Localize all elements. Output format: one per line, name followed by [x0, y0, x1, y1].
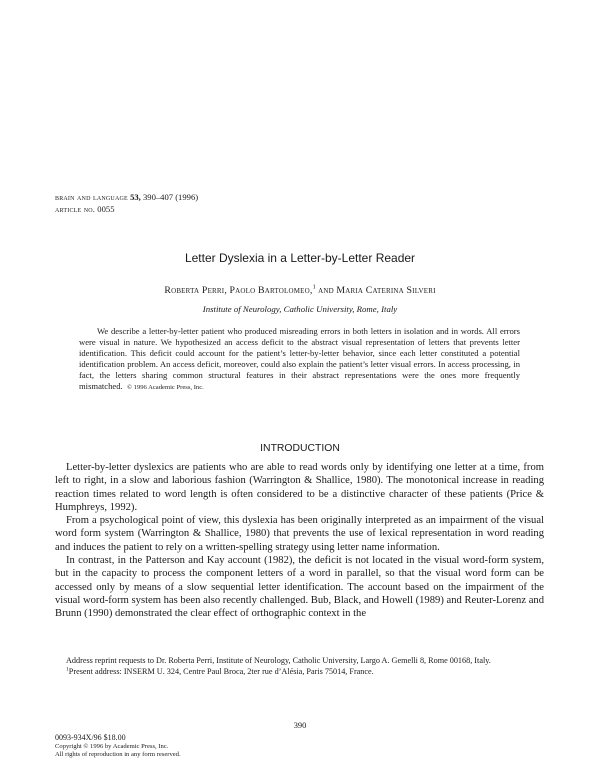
author-2: Paolo Bartolomeo,	[229, 285, 313, 296]
abstract-copyright: © 1996 Academic Press, Inc.	[126, 384, 204, 392]
footnote-address: Address reprint requests to Dr. Roberta Perri, Institute of Neurology, Catholic University, Largo A. Gemelli 8, Rome 00168, Italy.	[66, 656, 491, 665]
footnote-present-text: Present address: INSERM U. 324, Centre Paul Broca, 2ter rue d’Alésia, Paris 75014, France.	[68, 667, 374, 677]
author-3: Maria Caterina Silveri	[336, 285, 436, 296]
journal-volume: 53,	[130, 192, 141, 202]
author-conjunction: and	[318, 285, 334, 296]
abstract	[79, 326, 520, 393]
author-2-footnote-marker: 1	[312, 283, 316, 291]
journal-name: brain and language	[55, 192, 128, 202]
price-code: 0093-934X/96 $18.00	[55, 733, 126, 742]
journal-citation	[55, 191, 198, 215]
article-label: article no.	[55, 204, 96, 214]
rights-line: All rights of reproduction in any form reserved.	[55, 751, 181, 759]
bottom-credits	[55, 734, 181, 760]
author-1: Roberta Perri,	[164, 285, 227, 296]
copyright-line: Copyright © 1996 by Academic Press, Inc.	[55, 742, 169, 750]
article-title: Letter Dyslexia in a Letter-by-Letter Reader	[184, 251, 416, 265]
journal-pages-year: 390–407 (1996)	[142, 192, 199, 202]
body-text	[55, 461, 544, 621]
footnote-present-address	[55, 666, 544, 677]
affiliation: Institute of Neurology, Catholic University, Rome, Italy	[202, 304, 398, 314]
footnote-marker: 1	[66, 666, 69, 673]
section-heading: INTRODUCTION	[260, 443, 340, 454]
body-paragraph-2: From a psychological point of view, this dyslexia has been originally interpreted as an impairment of the visual word form system (Warrington & Shallice, 1980) that prevents the use of lexical representation in word reading and induces the patient to rely on a written-spelling strategy using letter name information.	[55, 515, 544, 553]
article-number: 0055	[97, 204, 115, 214]
footnotes	[55, 655, 544, 678]
body-paragraph-1: Letter-by-letter dyslexics are patients who are able to read words only by identifying one letter at a time, from left to right, in a slow and laborious fashion (Warrington & Shallice, 1980). The monotonical increase in reading reaction times related to word length is often considered to be a distinctive character of these patients (Price & Humphreys, 1992).	[55, 462, 544, 513]
page-number: 390	[293, 721, 307, 730]
body-paragraph-3: In contrast, in the Patterson and Kay account (1982), the deficit is not located in the visual word-form system, but in the capacity to process the component letters of a word in parallel, so that the visual word form can be accessed only by means of a slow sequential letter identification. The account based on the impairment of the visual word-form system has been also recently challenged. Bub, Black, and Howell (1989) and Reuter-Lorenz and Brunn (1990) demonstrated the clear effect of orthographic context in the	[55, 555, 544, 620]
abstract-text: We describe a letter-by-letter patient who produced misreading errors in both letters in isolation and in words. All errors were visual in nature. We hypothesized an access deficit to the abstract visual representation of letters that prevents letter identification. This deficit could account for the patient’s letter-by-letter behavior, since each letter constituted a potential identification problem. An access deficit, moreover, could also explain the patient’s letter visual errors. In access processing, in fact, the letters sharing common structural features in their abstract representations were the ones more frequently mismatched.	[79, 326, 520, 392]
author-list	[0, 285, 600, 296]
